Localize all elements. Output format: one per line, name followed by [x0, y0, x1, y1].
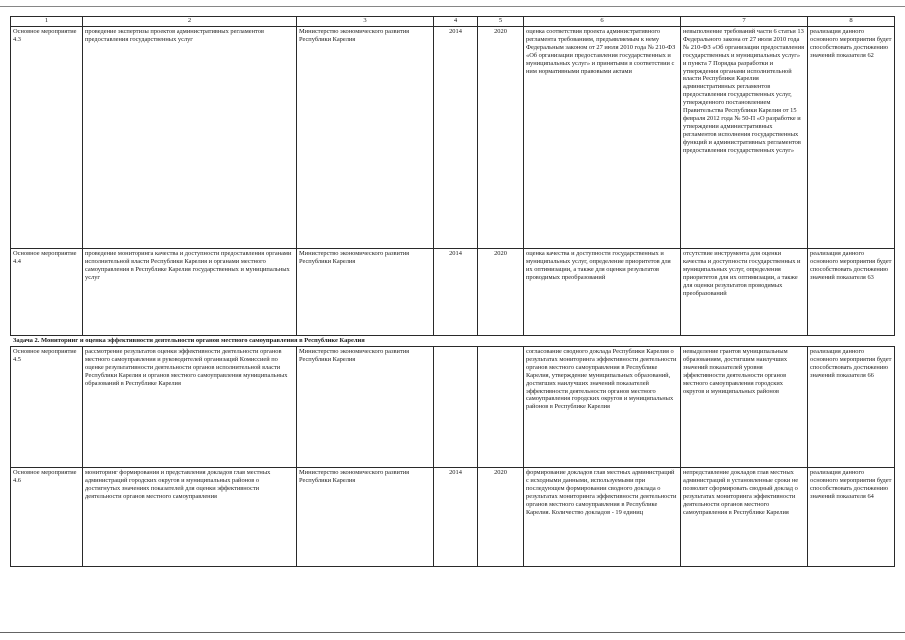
start-year: 2014: [434, 27, 478, 249]
expected-result: оценка соответствия проекта административного регламента требованиям, предъявляемым к нему Федеральным законом от 27 июля 2010 года № 210-ФЗ «Об организации предоставления государственных и муниципальных услуг» и принятыми в соответствии с ним нормативными правовыми актами: [524, 27, 681, 249]
table-row: [11, 27, 895, 249]
table-bottom-spacer: [11, 567, 895, 575]
activity-name: проведение экспертизы проектов административных регламентов предоставления государственных услуг: [83, 27, 297, 249]
responsible-executor: Министерство экономического развития Республики Карелия: [297, 27, 434, 249]
indicator-link: реализация данного основного мероприятия будет способствовать достижению значений показателя 64: [808, 468, 895, 567]
column-number: 7: [681, 17, 808, 27]
non-implementation-consequences: невыделение грантов муниципальным образованиям, достигшим наилучших значений показателей уровня эффективности деятельности органов местного самоуправления городских округов и муниципальных районов: [681, 347, 808, 468]
responsible-executor: Министерство экономического развития Республики Карелия: [297, 249, 434, 336]
indicator-link: реализация данного основного мероприятия будет способствовать достижению значений показателя 66: [808, 347, 895, 468]
end-year: [478, 347, 524, 468]
column-number: 8: [808, 17, 895, 27]
expected-result: оценка качества и доступности государственных и муниципальных услуг, определение приоритетов для их оптимизации, а также для оценки результатов проводимых преобразований: [524, 249, 681, 336]
table-row: [11, 347, 895, 468]
column-number: 5: [478, 17, 524, 27]
expected-result: согласование сводного доклада Республики Карелия о результатах мониторинга эффективности деятельности органов местного самоуправления в Республике Карелия, утверждение муниципальных образований, достигших наилучших значений показателей эффективности деятельности органов местного самоуправления городских округов и муниципальных районов в Республике Карелия: [524, 347, 681, 468]
activity-name: рассмотрение результатов оценки эффективности деятельности органов местного самоуправления и руководителей организаций Комиссией по оценке результативности деятельности органов исполнительной власти Республики Карелия и органов местного самоуправления муниципальных образований в Республике Карелия: [83, 347, 297, 468]
activity-name: проведение мониторинга качества и доступности предоставления органами исполнительной власти Республики Карелия и органами местного самоуправления в Республике Карелия государственных и муниципальных услуг: [83, 249, 297, 336]
column-number: 6: [524, 17, 681, 27]
end-year: 2020: [478, 468, 524, 567]
top-scan-edge: [0, 6, 905, 7]
end-year: 2020: [478, 27, 524, 249]
non-implementation-consequences: непредставление докладов глав местных администраций в установленные сроки не позволит сформировать сводный доклад о результатах мониторинга эффективности деятельности органов местного самоуправления в Республике Карелия: [681, 468, 808, 567]
non-implementation-consequences: отсутствие инструмента для оценки качества и доступности государственных и муниципальных услуг, определения приоритетов для их оптимизации, а также для оценки результатов проводимых преобразований: [681, 249, 808, 336]
activity-number: Основное мероприятие 4.6: [11, 468, 83, 567]
indicator-link: реализация данного основного мероприятия будет способствовать достижению значений показателя 63: [808, 249, 895, 336]
task-heading: Задача 2. Мониторинг и оценка эффективности деятельности органов местного самоуправления в Республике Карелия: [11, 336, 895, 347]
program-activities-table: [10, 16, 895, 575]
column-number: 1: [11, 17, 83, 27]
responsible-executor: Министерство экономического развития Республики Карелия: [297, 347, 434, 468]
activity-number: Основное мероприятие 4.5: [11, 347, 83, 468]
non-implementation-consequences: невыполнение требований части 6 статьи 13 Федерального закона от 27 июля 2010 года № 210-ФЗ «Об организации предоставления государственных и муниципальных услуг» и пункта 7 Порядка разработки и утверждения органами исполнительной власти Республики Карелия административных регламентов предоставления государственных услуг, утвержденного постановлением Правительства Республики Карелия от 15 февраля 2012 года № 50-П «О разработке и утверждении административных регламентов исполнения государственных функций и административных регламентов предоставления государственных услуг»: [681, 27, 808, 249]
responsible-executor: Министерство экономического развития Республики Карелия: [297, 468, 434, 567]
activity-number: Основное мероприятие 4.3: [11, 27, 83, 249]
activity-name: мониторинг формирования и представления докладов глав местных администраций городских округов и муниципальных районов о достигнутых значениях показателей для оценки эффективности деятельности органов местного самоуправления: [83, 468, 297, 567]
bottom-scan-edge: [0, 632, 905, 633]
end-year: 2020: [478, 249, 524, 336]
start-year: 2014: [434, 468, 478, 567]
column-number: 3: [297, 17, 434, 27]
column-number-row: [11, 17, 895, 27]
task-heading-row: [11, 336, 895, 347]
table-bottom-edge: [11, 567, 895, 575]
table-row: [11, 468, 895, 567]
activity-number: Основное мероприятие 4.4: [11, 249, 83, 336]
expected-result: формирование докладов глав местных администраций с исходными данными, используемыми при последующем формировании сводного доклада о результатах мониторинга эффективности деятельности органов местного самоуправления в Республике Карелия. Количество докладов - 19 единиц: [524, 468, 681, 567]
table-row: [11, 249, 895, 336]
column-number: 2: [83, 17, 297, 27]
start-year: 2014: [434, 249, 478, 336]
indicator-link: реализация данного основного мероприятия будет способствовать достижению значений показателя 62: [808, 27, 895, 249]
column-number: 4: [434, 17, 478, 27]
start-year: [434, 347, 478, 468]
